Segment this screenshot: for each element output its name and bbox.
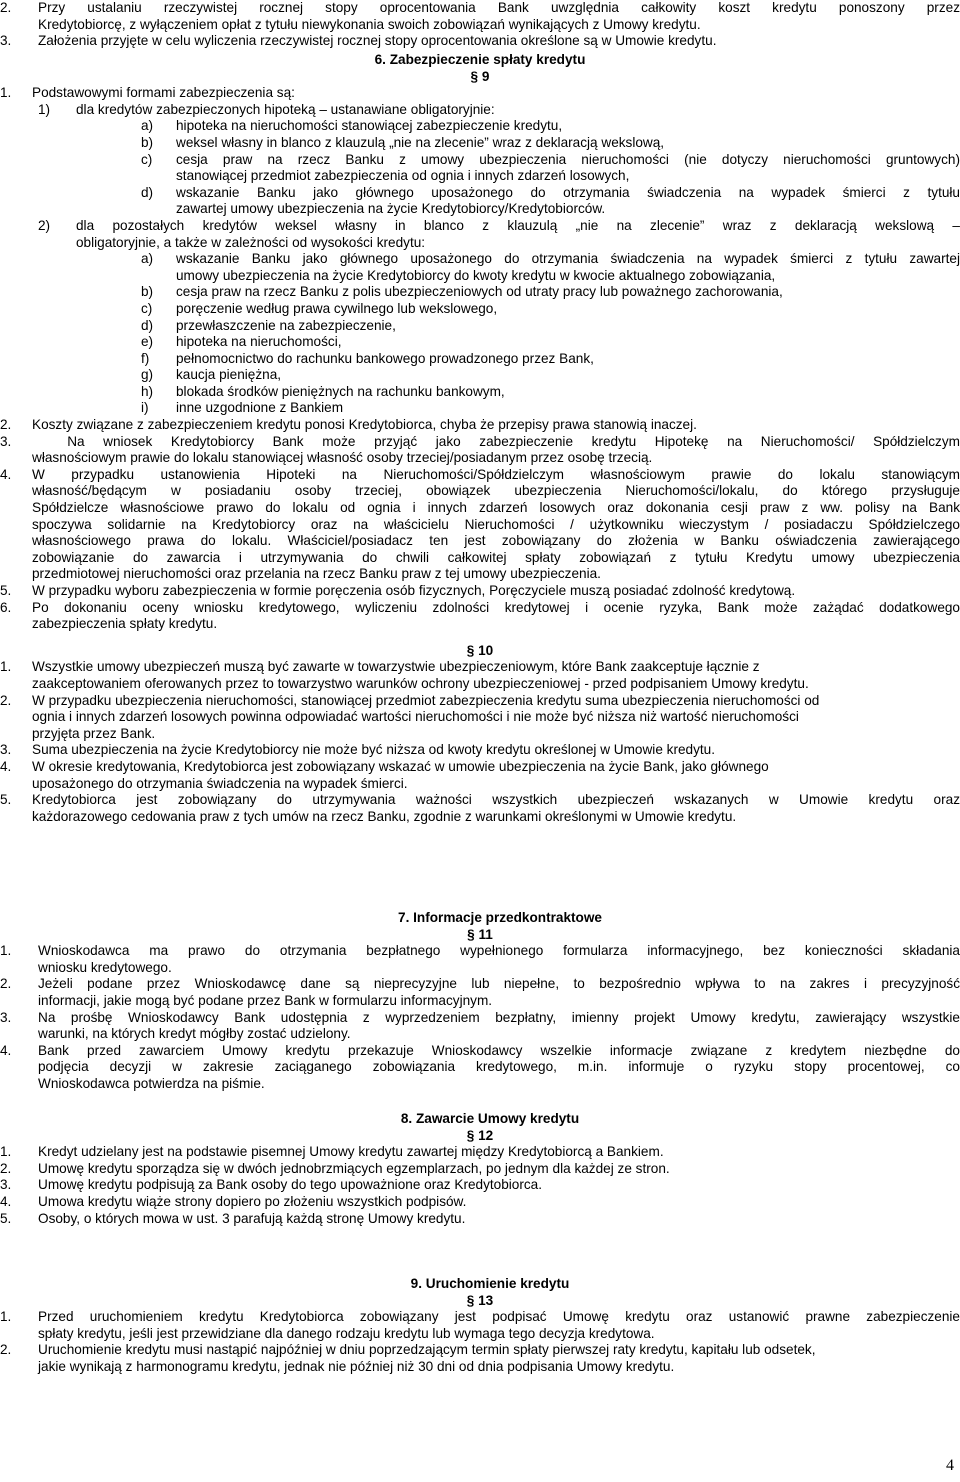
text-line: zawartej umowy ubezpieczenia na życie Kredytobiorcy/Kredytobiorców. xyxy=(176,201,606,217)
item-number: 3. xyxy=(0,742,12,758)
text-line: kaucja pieniężna, xyxy=(176,367,282,383)
text-line: Osoby, o których mowa w ust. 3 parafują każdą stronę Umowy kredytu. xyxy=(38,1210,466,1226)
list-item xyxy=(0,417,960,434)
list-item xyxy=(0,1043,960,1093)
item-number: 1. xyxy=(0,1309,12,1325)
section-8 xyxy=(0,1111,960,1227)
item-number: d) xyxy=(141,184,154,200)
item-number: 2) xyxy=(38,217,51,233)
text-line: W przypadku ustanowienia Hipoteki na Nieruchomości/Spółdzielczym własnościowym prawie do lokalu stanowiącym xyxy=(32,466,960,482)
text-line: własnościowego prawa do lokalu. Właściciel/posiadacz ten jest zobowiązany do złożenia w Banku oświadczenia zawierającego xyxy=(32,533,960,549)
list-item xyxy=(0,351,960,368)
text-line: informacji, jakie mogą być podane przez Bank w formularzu informacyjnym. xyxy=(38,992,493,1008)
text-line: uposażonego do otrzymania świadczenia na wypadek śmierci. xyxy=(32,775,408,791)
item-number: 3. xyxy=(0,1009,12,1025)
text-line: pełnomocnictwo do rachunku bankowego prowadzonego przez Bank, xyxy=(176,350,594,366)
list-item xyxy=(0,218,960,251)
page-number: 4 xyxy=(946,1457,954,1474)
item-number: 5. xyxy=(0,583,12,598)
text-line: zaakceptowaniem oferowanych przez to towarzystwo warunków ochrony ubezpieczeniowej - przed podpisaniem Umowy kredytu. xyxy=(32,675,809,691)
section-6 xyxy=(0,52,960,825)
item-number: 2. xyxy=(0,976,12,992)
list-item xyxy=(0,434,960,467)
list-item xyxy=(0,33,960,50)
text-line: Kredyt udzielany jest na podstawie pisemnej Umowy kredytu zawartej między Kredytobiorcą a Bankiem. xyxy=(38,1144,664,1160)
item-number: 4. xyxy=(0,758,12,774)
text-line: Wnioskodawca ma prawo do otrzymania bezpłatnego wypełnionego formularza informacyjnego, bez konieczności składania xyxy=(38,943,960,959)
paragraph-number: § 13 xyxy=(466,1292,494,1308)
text-line: Koszty związane z zabezpieczeniem kredytu ponosi Kredytobiorca, chyba że przepisy prawa stanowią inaczej. xyxy=(32,417,697,433)
text-line: Umowę kredytu sporządza się w dwóch jednobrzmiących egzemplarzach, po jednym dla każdej ze stron. xyxy=(38,1160,670,1176)
text-line: Jeżeli podane przez Wnioskodawcę dane są nieprecyzyjne lub niepełne, to bezpośrednio wpływa to na zakres i precyzyjność xyxy=(38,976,960,992)
item-number: d) xyxy=(141,317,154,333)
item-number: c) xyxy=(141,151,153,167)
list-item xyxy=(0,384,960,401)
text-span: Na wniosek Kredytobiorcy Bank może przyjąć jako zabezpieczenie kredytu Hipotekę na Nieruchomości/ Spółdzielczym xyxy=(67,433,960,449)
list-item xyxy=(0,1144,960,1161)
text-line: stanowiącej przedmiot zabezpieczenia od ognia i innych zdarzeń losowych, xyxy=(176,168,630,184)
text-line: cesja praw na rzecz Banku z umowy ubezpieczenia nieruchomości (nie dotyczy nieruchomości gruntowych) xyxy=(176,151,960,167)
item-number: 5. xyxy=(0,792,12,808)
paragraph-number: § 12 xyxy=(466,1127,494,1143)
item-number: 1. xyxy=(0,659,12,675)
section-heading: 6. Zabezpieczenie spłaty kredytu xyxy=(374,52,586,67)
text-line: własność/będącym w posiadaniu osoby trzeciej, obowiązek ubezpieczenia Nieruchomości/lokalu, do którego przysługuje xyxy=(32,483,960,499)
list-item xyxy=(0,792,960,825)
item-number: a) xyxy=(141,251,154,267)
text-line: zabezpieczenia spłaty kredytu. xyxy=(32,616,218,632)
item-number: 1) xyxy=(38,101,51,117)
text-line: umowy ubezpieczenia na życie Kredytobiorcy do kwoty kredytu w kwocie aktualnego zobowiązania, xyxy=(176,267,776,283)
text-line: Umowa kredytu wiąże strony dopiero po złożeniu wszystkich podpisów. xyxy=(38,1193,467,1209)
text-line: poręczenie według prawa cywilnego lub wekslowego, xyxy=(176,300,498,316)
text-line: wskazanie Banku jako głównego uposażonego do otrzymania świadczenia na wypadek śmierci z tytułu xyxy=(176,184,960,200)
list-item xyxy=(0,1309,960,1342)
text-line: hipoteka na nieruchomości stanowiącej zabezpieczenie kredytu, xyxy=(176,118,563,134)
text-line: W okresie kredytowania, Kredytobiorca jest zobowiązany wskazać w umowie ubezpieczenia na życie Bank, jako głównego xyxy=(32,758,769,774)
text-line: zobowiązanie do zawarcia i utrzymywania do chwili całkowitej spłaty zobowiązań z tytułu Kredytu umowy ubezpieczenia xyxy=(32,549,960,565)
text-line: Przy ustalaniu rzeczywistej rocznej stopy oprocentowania Bank uwzględnia całkowity koszt kredytu ponoszony przez xyxy=(38,0,960,15)
list-item xyxy=(0,583,960,600)
list-item xyxy=(0,318,960,335)
item-number: 3. xyxy=(0,1177,12,1193)
top-section xyxy=(0,0,960,50)
section-9 xyxy=(0,1276,960,1376)
list-item xyxy=(0,1342,960,1375)
text-line: wniosku kredytowego. xyxy=(38,959,172,975)
list-item xyxy=(0,1010,960,1043)
list-item xyxy=(0,185,960,218)
text-line: Podstawowymi formami zabezpieczenia są: xyxy=(32,85,295,101)
item-number: h) xyxy=(141,383,154,399)
list-item xyxy=(0,0,960,33)
text-line: Umowę kredytu podpisują za Bank osoby do tego upoważnione oraz Kredytobiorca. xyxy=(38,1177,543,1193)
text-line: przewłaszczenie na zabezpieczenie, xyxy=(176,317,396,333)
item-number: 2. xyxy=(0,0,12,15)
list-item xyxy=(0,135,960,152)
item-number: i) xyxy=(141,400,149,416)
list-item xyxy=(0,659,960,692)
text-line: Przed uruchomieniem kredytu Kredytobiorca zobowiązany jest podpisać Umowę kredytu oraz ustanowić prawne zabezpieczenie xyxy=(38,1309,960,1325)
text-line: spoczywa solidarnie na Kredytobiorcy oraz na właścicielu Nieruchomości / użytkowniku wieczystym / posiadaczu Spółdzielczego xyxy=(32,516,960,532)
paragraph-number: § 10 xyxy=(466,642,494,658)
text-line: przyjęta przez Bank. xyxy=(32,725,156,741)
item-number: a) xyxy=(141,118,154,134)
item-number: e) xyxy=(141,334,154,350)
text-line: Uruchomienie kredytu musi nastąpić najpóźniej w dniu poprzedzającym termin spłaty pierwszej raty kredytu, kapitału lub odsetek, xyxy=(38,1342,816,1358)
text-line: własnościowym prawie do lokalu stanowiącej własność osoby trzeciej/posiadanym przez osobę trzecią. xyxy=(32,450,653,466)
text-line: Suma ubezpieczenia na życie Kredytobiorcy nie może być niższa od kwoty kredytu określonej w Umowie kredytu. xyxy=(32,742,716,758)
text-line: W przypadku wyboru zabezpieczenia w formie poręczenia osób fizycznych, Poręczyciele muszą posiadać zdolność kredytową. xyxy=(32,583,796,598)
item-number: 2. xyxy=(0,692,12,708)
list-item xyxy=(0,976,960,1009)
list-item xyxy=(0,1177,960,1194)
text-line: Na prośbę Wnioskodawcy Bank udostępnia z wyprzedzeniem bezpłatny, imienny projekt Umowy kredytu, zawierający wszystkie xyxy=(38,1009,960,1025)
item-number: 2. xyxy=(0,1160,12,1176)
section-heading: 7. Informacje przedkontraktowe xyxy=(398,910,602,925)
text-line: obligatoryjnie, a także w zależności od wysokości kredytu: xyxy=(76,234,426,250)
text-line: wskazanie Banku jako głównego uposażonego do otrzymania świadczenia na wypadek śmierci z tytułu zawartej xyxy=(176,251,960,267)
list-item xyxy=(0,118,960,135)
paragraph-number: § 9 xyxy=(470,68,490,84)
item-number: 6. xyxy=(0,599,12,615)
list-item xyxy=(0,742,960,759)
text-line xyxy=(0,434,960,451)
item-number: 1. xyxy=(0,943,12,959)
list-item xyxy=(0,284,960,301)
item-number: 3. xyxy=(0,433,12,449)
text-line: Spółdzielcze własnościowe prawo do lokalu od ognia i innych zdarzeń losowych oraz dokonania cesji praw z ww. polisy na Bank xyxy=(32,500,960,516)
list-item xyxy=(0,600,960,633)
item-number: c) xyxy=(141,300,153,316)
text-line: Bank przed zawarciem Umowy kredytu przekazuje Wnioskodawcy wszelkie informacje związane z kredytem niezbędne do xyxy=(38,1042,960,1058)
text-line: Kredytobiorcę, z wyłączeniem opłat z tytułu niewykonania swoich zobowiązań wynikających z Umowy kredytu. xyxy=(38,16,701,32)
item-number: b) xyxy=(141,134,154,150)
text-line: przedmiotowej nieruchomości oraz przelania na rzecz Banku praw z tej umowy ubezpieczenia. xyxy=(32,566,601,582)
section-heading: 9. Uruchomienie kredytu xyxy=(410,1276,570,1291)
text-line: ognia i innych zdarzeń losowych powinna odpowiadać wartości nieruchomości i nie może być niższa niż wartość nieruchomości xyxy=(32,709,799,725)
section-heading: 8. Zawarcie Umowy kredytu xyxy=(400,1111,580,1126)
paragraph-number: § 11 xyxy=(467,926,493,942)
text-line: cesja praw na rzecz Banku z polis ubezpieczeniowych od utraty pracy lub poważnego zachorowania, xyxy=(176,284,783,300)
list-item xyxy=(0,102,960,119)
list-item xyxy=(0,301,960,318)
list-item xyxy=(0,251,960,284)
list-item xyxy=(0,334,960,351)
text-line: inne uzgodnione z Bankiem xyxy=(176,400,344,416)
item-number: g) xyxy=(141,367,154,383)
list-item xyxy=(0,467,960,583)
list-item xyxy=(0,693,960,743)
item-number: f) xyxy=(141,350,150,366)
item-number: 1. xyxy=(0,1144,12,1160)
list-item xyxy=(0,367,960,384)
text-line: W przypadku ubezpieczenia nieruchomości, stanowiącej przedmiot zabezpieczenia kredytu suma ubezpieczenia nieruchomości od xyxy=(32,692,820,708)
text-line: Kredytobiorca jest zobowiązany do utrzymywania ważności wszystkich ubezpieczeń wskazanych w Umowie kredytu oraz xyxy=(32,792,960,808)
text-line: hipoteka na nieruchomości, xyxy=(176,334,342,350)
item-number: 2. xyxy=(0,1342,12,1358)
item-number: 1. xyxy=(0,85,12,101)
item-number: 2. xyxy=(0,417,12,433)
text-line: Wnioskodawca potwierdza na piśmie. xyxy=(38,1075,265,1091)
text-line: dla pozostałych kredytów weksel własny in blanco z klauzulą „nie na zlecenie” wraz z deklaracją wekslową – xyxy=(76,217,960,233)
text-line: dla kredytów zabezpieczonych hipoteką – ustanawiane obligatoryjnie: xyxy=(76,101,495,117)
text-line: jakie wynikają z harmonogramu kredytu, jednak nie później niż 30 dni od dnia podpisania Umowy kredytu. xyxy=(38,1358,675,1374)
text-line: spłaty kredytu, jeśli jest przewidziane dla danego rodzaju kredytu lub wymaga tego decyzja kredytowa. xyxy=(38,1325,655,1341)
text-line: Wszystkie umowy ubezpieczeń muszą być zawarte w towarzystwie ubezpieczeniowym, które Bank zaakceptuje łącznie z xyxy=(32,659,760,675)
text-line: każdorazowego cedowania praw z tych umów na rzecz Banku, zgodnie z warunkami określonymi w Umowie kredytu. xyxy=(32,808,737,824)
text-line: Po dokonaniu oceny wniosku kredytowego, wyliczeniu zdolności kredytowej i ocenie ryzyka, Bank może zażądać dodatkowego xyxy=(32,599,960,615)
text-line: podjęcia decyzji w zakresie zaciąganego zobowiązania kredytowego, m.in. informuje o ryzyku stopy procentowej, co xyxy=(38,1059,960,1075)
list-item xyxy=(0,1161,960,1178)
list-item xyxy=(0,759,960,792)
text-line: warunki, na których kredyt mógłby zostać udzielony. xyxy=(38,1026,351,1042)
text-line: Założenia przyjęte w celu wyliczenia rzeczywistej rocznej stopy oprocentowania określone są w Umowie kredytu. xyxy=(38,33,717,49)
list-item xyxy=(0,85,960,102)
section-7 xyxy=(0,910,960,1093)
list-item xyxy=(0,1194,960,1211)
item-number: 4. xyxy=(0,1193,12,1209)
item-number: 5. xyxy=(0,1210,12,1226)
item-number: 4. xyxy=(0,466,12,482)
list-item xyxy=(0,400,960,417)
text-line: blokada środków pieniężnych na rachunku bankowym, xyxy=(176,383,505,399)
item-number: 4. xyxy=(0,1042,12,1058)
list-item xyxy=(0,152,960,185)
item-number: b) xyxy=(141,284,154,300)
list-item xyxy=(0,1211,960,1228)
item-number: 3. xyxy=(0,33,12,49)
text-line: weksel własny in blanco z klauzulą „nie na zlecenie” wraz z deklaracją wekslową, xyxy=(176,134,665,150)
list-item xyxy=(0,943,960,976)
